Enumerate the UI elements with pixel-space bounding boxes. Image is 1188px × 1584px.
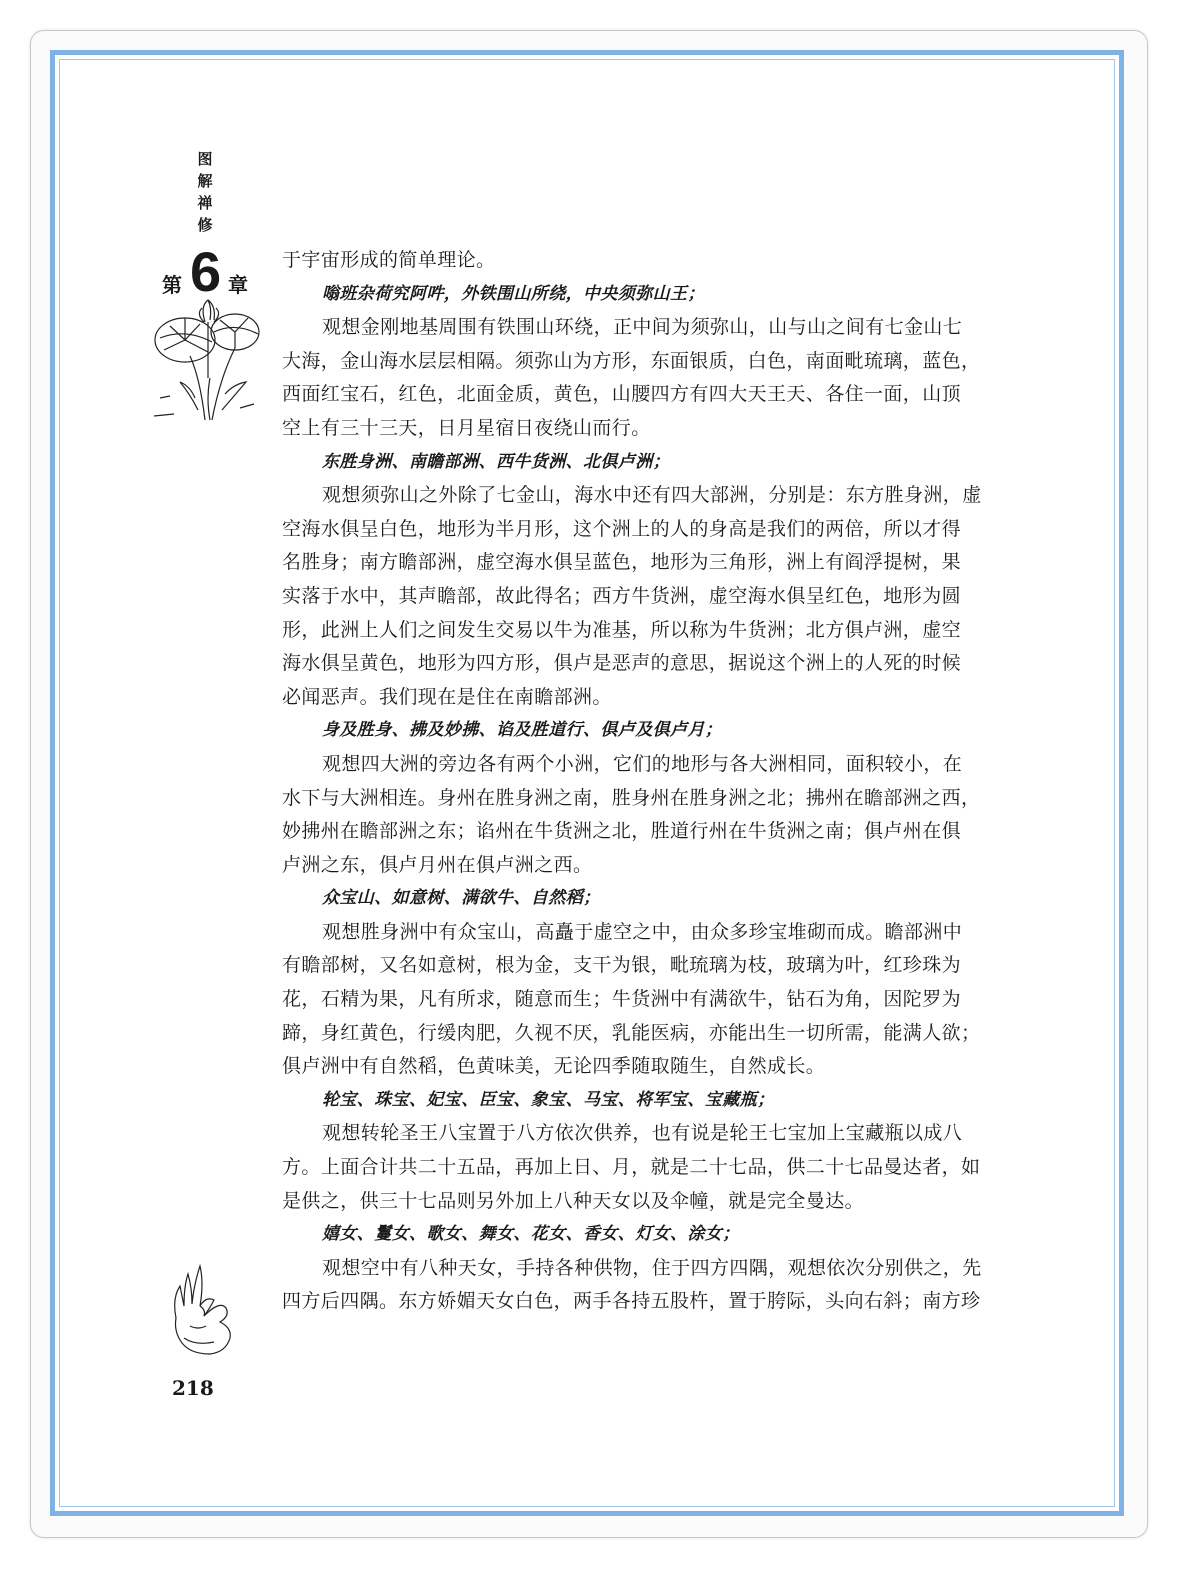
- paragraph-line: 观想胜身洲中有众宝山，高矗于虚空之中，由众多珍宝堆砌而成。瞻部洲中: [322, 920, 963, 943]
- mantra-verse-line: 东胜身洲、南瞻部洲、西牛货洲、北俱卢洲；: [322, 451, 670, 472]
- paragraph-line: 形，此洲上人们之间发生交易以牛为准基，所以称为牛货洲；北方俱卢洲，虚空: [282, 618, 962, 641]
- paragraph-line: 名胜身；南方瞻部洲，虚空海水俱呈蓝色，地形为三角形，洲上有阎浮提树，果: [282, 551, 962, 574]
- paragraph-line: 于宇宙形成的简单理论。: [282, 249, 496, 271]
- series-char: 修: [197, 216, 213, 234]
- paragraph-line: 空海水俱呈白色，地形为半月形，这个洲上的人的身高是我们的两倍，所以才得: [282, 517, 962, 540]
- paragraph-line: 海水俱呈黄色，地形为四方形，俱卢是恶声的意思，据说这个洲上的人死的时候: [282, 652, 962, 675]
- paragraph-line: 方。上面合计共二十五品，再加上日、月，就是二十七品，供二十七品曼达者，如: [282, 1156, 981, 1179]
- paragraph-line: 西面红宝石，红色，北面金质，黄色，山腰四方有四大天王天、各住一面，山顶: [282, 383, 962, 406]
- paragraph-line: 妙拂州在瞻部洲之东；谄州在牛货洲之北，胜道行州在牛货洲之南；俱卢州在俱: [282, 820, 962, 843]
- paragraph-line: 有瞻部树，又名如意树，根为金，支干为银，毗琉璃为枝，玻璃为叶，红珍珠为: [282, 954, 962, 977]
- paragraph-line: 大海，金山海水层层相隔。须弥山为方形，东面银质，白色，南面毗琉璃，蓝色，: [282, 349, 981, 372]
- page-number: 218: [172, 1376, 214, 1400]
- chapter-number: 6: [190, 240, 222, 303]
- paragraph-line: 俱卢洲中有自然稻，色黄味美，无论四季随取随生，自然成长。: [282, 1055, 826, 1078]
- paragraph-line: 实落于水中，其声瞻部，故此得名；西方牛货洲，虚空海水俱呈红色，地形为圆: [282, 584, 962, 607]
- paragraph-line: 蹄，身红黄色，行缓肉肥，久视不厌，乳能医病，亦能出生一切所需，能满人欲；: [282, 1021, 981, 1044]
- paragraph-line: 必闻恶声。我们现在是住在南瞻部洲。: [282, 685, 612, 708]
- paragraph-line: 观想转轮圣王八宝置于八方依次供养，也有说是轮王七宝加上宝藏瓶以成八: [322, 1122, 963, 1145]
- chapter-suffix: 章: [228, 273, 248, 297]
- mantra-verse-line: 众宝山、如意树、满欲牛、自然稻；: [322, 888, 601, 909]
- paragraph-line: 观想金刚地基周围有铁围山环绕，正中间为须弥山，山与山之间有七金山七: [322, 316, 963, 339]
- paragraph-line: 是供之，供三十七品则另外加上八种天女以及伞幢，就是完全曼达。: [282, 1189, 865, 1212]
- series-char: 禅: [197, 194, 213, 212]
- series-char: 图: [197, 150, 213, 168]
- paragraph-line: 观想须弥山之外除了七金山，海水中还有四大部洲，分别是：东方胜身洲，虚: [322, 484, 982, 507]
- chapter-prefix: 第: [162, 273, 182, 297]
- mantra-verse-line: 身及胜身、拂及妙拂、谄及胜道行、俱卢及俱卢月；: [322, 720, 723, 741]
- paragraph-line: 卢洲之东，俱卢月州在俱卢洲之西。: [282, 853, 593, 876]
- paragraph-line: 花，石精为果，凡有所求，随意而生；牛货洲中有满欲牛，钻石为角，因陀罗为: [282, 988, 962, 1011]
- paragraph-line: 水下与大洲相连。身州在胜身洲之南，胜身州在胜身洲之北；拂州在瞻部洲之西，: [282, 786, 981, 809]
- body-text: [282, 244, 982, 1319]
- mantra-verse-line: 嗡班杂荷究阿吽，外铁围山所绕，中央须弥山王；: [322, 283, 705, 304]
- paragraph-line: 观想空中有八种天女，手持各种供物，住于四方四隅，观想依次分别供之，先: [322, 1256, 982, 1279]
- lotus-illustration: [150, 298, 262, 424]
- paragraph-line: 四方后四隅。东方娇媚天女白色，两手各持五股杵，置于胯际，头向右斜；南方珍: [282, 1290, 981, 1313]
- book-series-title: [193, 148, 217, 236]
- paragraph-line: 观想四大洲的旁边各有两个小洲，它们的地形与各大洲相同，面积较小，在: [322, 752, 963, 775]
- paragraph-line: 空上有三十三天，日月星宿日夜绕山而行。: [282, 416, 651, 439]
- series-char: 解: [197, 172, 213, 190]
- mudra-hand-illustration: [170, 1256, 242, 1356]
- mantra-verse-line: 嬉女、鬘女、歌女、舞女、花女、香女、灯女、涂女；: [322, 1224, 740, 1245]
- mantra-verse-line: 轮宝、珠宝、妃宝、臣宝、象宝、马宝、将军宝、宝藏瓶；: [322, 1089, 775, 1110]
